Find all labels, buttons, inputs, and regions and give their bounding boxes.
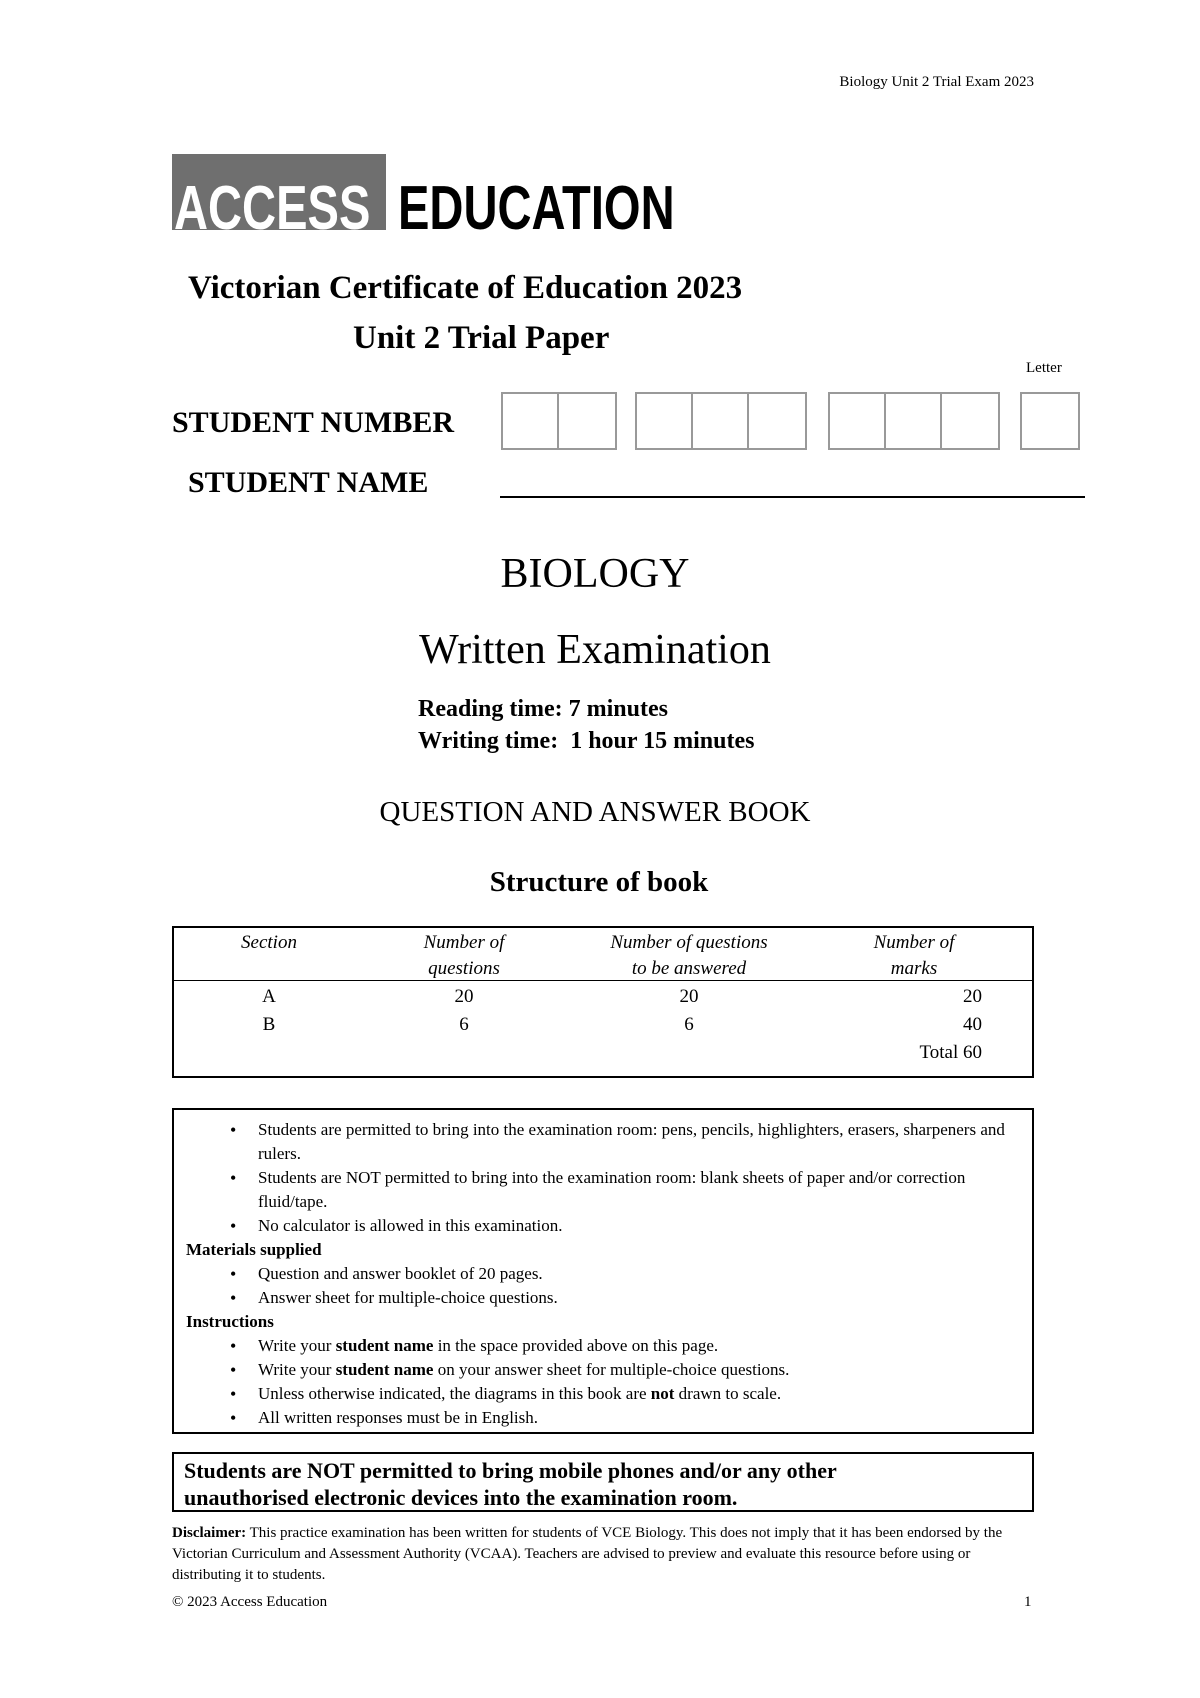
list-item: • All written responses must be in English. bbox=[186, 1406, 1022, 1430]
list-item: • Students are NOT permitted to bring into the examination room: blank sheets of paper and/or correction fluid/tape. bbox=[186, 1166, 1022, 1214]
student-number-group-3 bbox=[828, 392, 1000, 450]
student-name-label: STUDENT NAME bbox=[188, 466, 429, 499]
student-number-box[interactable] bbox=[693, 394, 749, 448]
book-title: QUESTION AND ANSWER BOOK bbox=[379, 796, 811, 828]
student-number-group-2 bbox=[635, 392, 807, 450]
column-header-section: Section bbox=[241, 932, 297, 953]
student-number-box[interactable] bbox=[637, 394, 693, 448]
copyright: © 2023 Access Education bbox=[172, 1594, 328, 1610]
mobile-phone-warning bbox=[172, 1452, 1034, 1512]
student-number-box[interactable] bbox=[942, 394, 998, 448]
reading-time: Reading time: 7 minutes bbox=[418, 696, 668, 722]
page-number: 1 bbox=[1024, 1594, 1032, 1610]
column-header-questions: Number of questions bbox=[423, 932, 505, 979]
disclaimer bbox=[172, 1523, 1034, 1586]
logo-education-text: EDUCATION bbox=[398, 174, 675, 243]
disclaimer-label: Disclaimer: bbox=[172, 1525, 247, 1541]
student-number-label: STUDENT NUMBER bbox=[172, 406, 454, 439]
list-item: • No calculator is allowed in this examination. bbox=[186, 1214, 1022, 1238]
exam-title: Written Examination bbox=[419, 627, 771, 673]
warning-line: Students are NOT permitted to bring mobile phones and/or any other bbox=[184, 1458, 837, 1483]
table-cell: 6 bbox=[459, 1014, 469, 1035]
student-letter-group bbox=[1020, 392, 1080, 450]
list-item: • Question and answer booklet of 20 pages. bbox=[186, 1262, 1022, 1286]
table-cell: 6 bbox=[684, 1014, 694, 1035]
table-cell: 20 bbox=[963, 986, 982, 1007]
table-cell: A bbox=[262, 986, 276, 1007]
table-cell: 20 bbox=[454, 986, 474, 1007]
rules-box bbox=[172, 1108, 1034, 1434]
student-number-group-1 bbox=[501, 392, 617, 450]
running-header: Biology Unit 2 Trial Exam 2023 bbox=[839, 74, 1034, 90]
list-item: • Write your student name on your answer sheet for multiple-choice questions. bbox=[186, 1358, 1022, 1382]
structure-table bbox=[172, 926, 1034, 1078]
warning-line: unauthorised electronic devices into the examination room. bbox=[184, 1485, 738, 1510]
disclaimer-text: This practice examination has been written for students of VCE Biology. This does not imply that it has been endorsed by the Victorian Curriculum and Assessment Authority (VCAA). Teachers are advised to preview and evaluate this resource before using or distributing it to students. bbox=[172, 1525, 1003, 1583]
student-number-box[interactable] bbox=[559, 394, 615, 448]
instructions-list bbox=[186, 1334, 1022, 1430]
column-header-answered: Number of questions to be answered bbox=[610, 932, 768, 979]
total-marks: Total 60 bbox=[919, 1042, 982, 1063]
letter-label: Letter bbox=[1026, 360, 1062, 376]
student-number-box[interactable] bbox=[503, 394, 559, 448]
materials-list bbox=[186, 1262, 1022, 1310]
list-item: • Write your student name in the space provided above on this page. bbox=[186, 1334, 1022, 1358]
column-header-marks: Number of marks bbox=[873, 932, 955, 979]
student-number-box[interactable] bbox=[749, 394, 805, 448]
structure-table-header bbox=[174, 928, 1032, 981]
subject-title: BIOLOGY bbox=[500, 551, 690, 597]
list-item: • Unless otherwise indicated, the diagrams in this book are not drawn to scale. bbox=[186, 1382, 1022, 1406]
student-name-line[interactable] bbox=[500, 496, 1085, 498]
writing-time: Writing time: 1 hour 15 minutes bbox=[418, 728, 755, 754]
list-item: • Students are permitted to bring into the examination room: pens, pencils, highlighters, erasers, sharpeners and rulers. bbox=[186, 1118, 1022, 1166]
instructions-heading: Instructions bbox=[186, 1312, 274, 1331]
materials-heading: Materials supplied bbox=[186, 1240, 322, 1259]
student-number-box[interactable] bbox=[886, 394, 942, 448]
paper-title: Unit 2 Trial Paper bbox=[353, 320, 610, 356]
student-number-box[interactable] bbox=[830, 394, 886, 448]
structure-heading: Structure of book bbox=[489, 866, 709, 898]
logo-access-text: ACCESS bbox=[174, 174, 371, 243]
table-cell: 20 bbox=[679, 986, 699, 1007]
table-cell: 40 bbox=[963, 1014, 982, 1035]
permitted-list bbox=[186, 1118, 1022, 1238]
certificate-title: Victorian Certificate of Education 2023 bbox=[188, 270, 743, 306]
student-letter-box[interactable] bbox=[1022, 394, 1078, 448]
list-item: • Answer sheet for multiple-choice questions. bbox=[186, 1286, 1022, 1310]
table-cell: B bbox=[262, 1014, 276, 1035]
